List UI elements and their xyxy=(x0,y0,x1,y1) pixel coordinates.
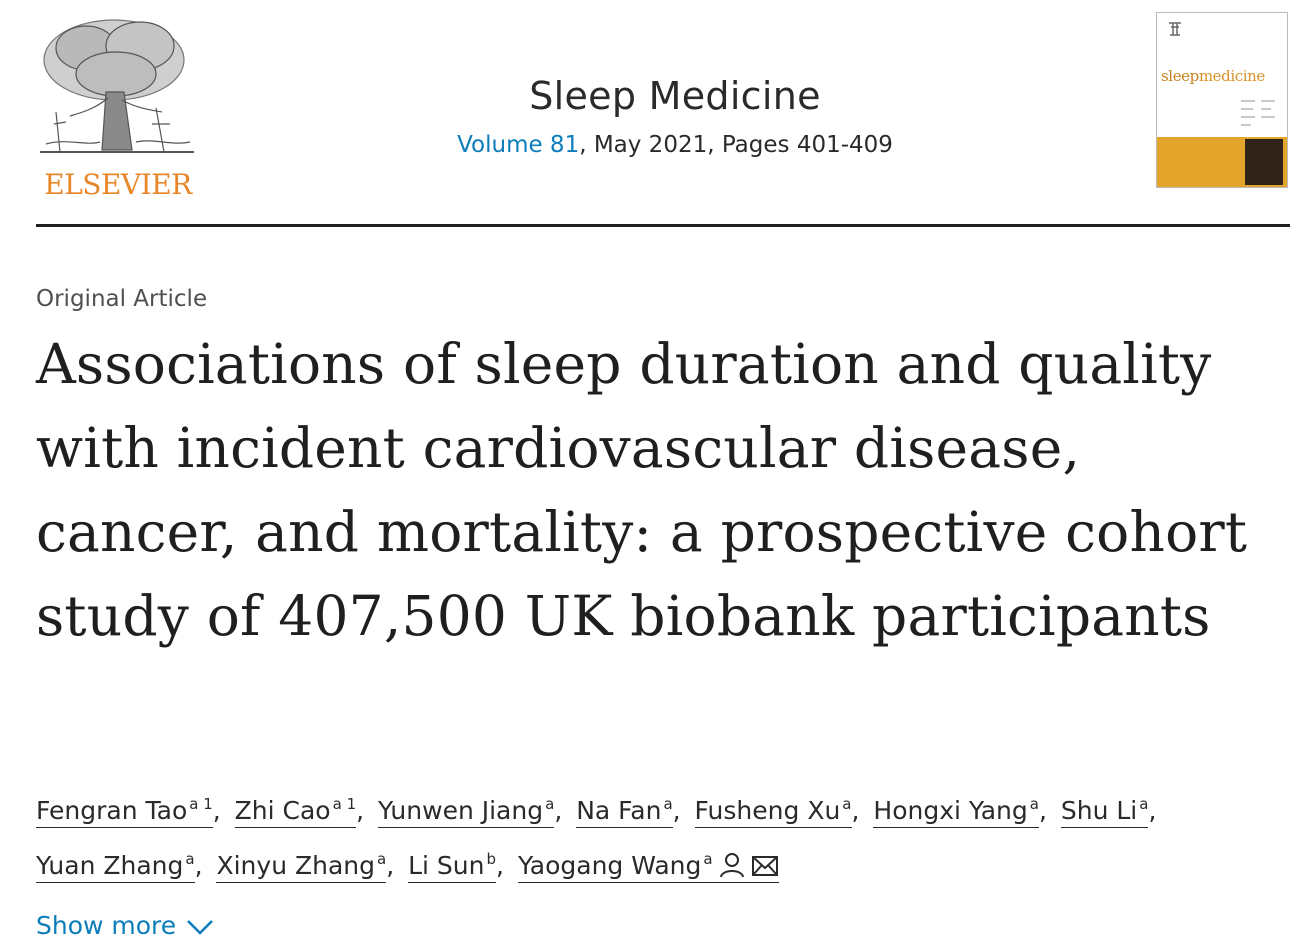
author-link[interactable] xyxy=(1061,796,1149,828)
author-separator: , xyxy=(1038,796,1047,825)
author-affiliation[interactable]: a xyxy=(185,850,195,868)
author-name: Na Fan xyxy=(576,796,662,825)
author-affiliation[interactable]: a xyxy=(377,850,387,868)
author-separator: , xyxy=(672,796,681,825)
elsevier-tree-icon xyxy=(36,12,198,162)
author-name: Yaogang Wang xyxy=(517,851,702,880)
article-title: Associations of sleep duration and quality with incident cardiovascular disease, cancer, and mortality: a prospective cohort study of 407,500 UK biobank participants xyxy=(36,332,1248,648)
show-more-toggle[interactable] xyxy=(36,910,214,942)
author-affiliation[interactable]: a xyxy=(545,795,555,813)
author-separator: , xyxy=(356,796,365,825)
author-separator: , xyxy=(212,796,221,825)
person-icon xyxy=(719,852,745,878)
author-name: Yunwen Jiang xyxy=(378,796,544,825)
author-affiliation[interactable]: a xyxy=(1029,795,1039,813)
author-separator: , xyxy=(496,851,504,880)
author-name: Fusheng Xu xyxy=(694,796,841,825)
article-type: Original Article xyxy=(36,286,208,312)
author-name: Hongxi Yang xyxy=(873,796,1028,825)
envelope-icon[interactable] xyxy=(751,854,779,878)
author-link-corresponding[interactable] xyxy=(518,851,779,883)
author-name: Zhi Cao xyxy=(234,796,331,825)
author-affiliation[interactable]: a xyxy=(842,795,852,813)
publisher-name: ELSEVIER xyxy=(44,168,192,201)
author-separator: , xyxy=(194,851,203,880)
author-affiliation[interactable]: b xyxy=(486,850,497,868)
show-more-label: Show more xyxy=(36,911,177,940)
elsevier-logo[interactable] xyxy=(36,12,198,201)
author-name: Yuan Zhang xyxy=(36,851,184,880)
author-separator: , xyxy=(1148,796,1157,825)
author-link[interactable] xyxy=(378,796,554,828)
journal-cover-thumbnail[interactable] xyxy=(1156,12,1288,188)
cover-brand-part1: sleep xyxy=(1161,67,1199,85)
journal-issue-meta xyxy=(400,130,950,160)
author-link[interactable] xyxy=(235,796,356,828)
author-link[interactable] xyxy=(216,851,386,883)
author-link[interactable] xyxy=(873,796,1039,828)
author-link[interactable] xyxy=(36,796,213,828)
author-affiliation[interactable]: a 1 xyxy=(189,795,213,813)
chevron-down-icon xyxy=(186,918,214,936)
author-link[interactable] xyxy=(576,796,672,828)
journal-info xyxy=(400,72,950,160)
author-link[interactable] xyxy=(695,796,852,828)
author-separator: , xyxy=(386,851,395,880)
author-list xyxy=(36,780,1286,890)
issue-details: , May 2021, Pages 401-409 xyxy=(579,132,893,158)
author-name: Shu Li xyxy=(1060,796,1138,825)
author-link[interactable] xyxy=(408,851,496,883)
author-link[interactable] xyxy=(36,851,195,883)
cover-brand xyxy=(1161,67,1285,85)
author-affiliation[interactable]: a xyxy=(1139,795,1149,813)
header-divider xyxy=(36,224,1290,227)
cover-image xyxy=(1245,139,1283,185)
author-name: Fengran Tao xyxy=(36,796,188,825)
cover-brand-part2: medicine xyxy=(1198,67,1265,85)
cover-text-lines xyxy=(1241,97,1281,133)
author-affiliation[interactable]: a 1 xyxy=(332,795,357,813)
author-name: Li Sun xyxy=(408,851,485,880)
volume-link[interactable]: Volume 81 xyxy=(457,132,580,158)
author-affiliation[interactable]: a xyxy=(703,850,713,868)
author-name: Xinyu Zhang xyxy=(216,851,375,880)
cover-publisher-icon xyxy=(1165,19,1185,39)
author-separator: , xyxy=(851,796,860,825)
author-affiliation[interactable]: a xyxy=(663,795,673,813)
article-header xyxy=(0,0,1308,228)
journal-title-link[interactable]: Sleep Medicine xyxy=(529,74,821,118)
author-separator: , xyxy=(554,796,563,825)
